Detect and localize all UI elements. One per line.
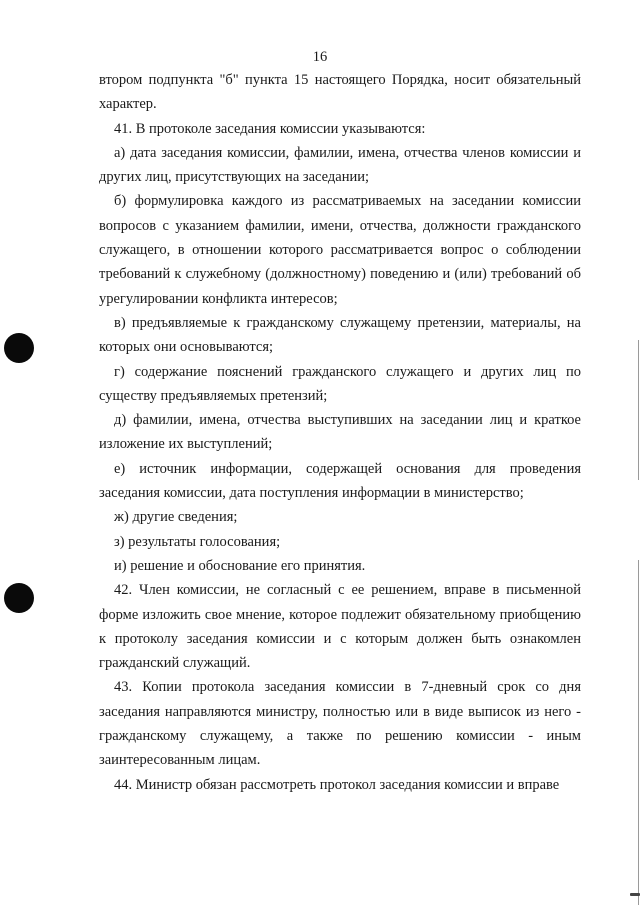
page-number: 16 xyxy=(312,49,328,65)
document-body xyxy=(99,68,581,797)
paragraph: 44. Министр обязан рассмотреть протокол заседания комиссии и вправе xyxy=(114,776,560,793)
paragraph: втором подпункта "б" пункта 15 настоящего Порядка, носит обязательный характер. xyxy=(99,72,581,113)
paragraph: з) результаты голосования; xyxy=(114,533,281,550)
paragraph: а) дата заседания комиссии, фамилии, имена, отчества членов комиссии и других лиц, присутствующих на заседании; xyxy=(99,144,581,186)
punch-hole-top xyxy=(4,333,34,363)
paragraph: ж) другие сведения; xyxy=(114,509,238,526)
scan-artifact xyxy=(630,893,640,896)
scan-edge-line xyxy=(638,340,639,480)
paragraph: е) источник информации, содержащей основания для проведения заседания комиссии, дата поступления информации в министерство; xyxy=(99,460,581,502)
scan-edge-line xyxy=(638,560,639,905)
punch-hole-bottom xyxy=(4,583,34,613)
paragraph: г) содержание пояснений гражданского служащего и других лиц по существу предъявляемых претензий; xyxy=(99,363,581,404)
paragraph: 43. Копии протокола заседания комиссии в 7-дневный срок со дня заседания направляются министру, полностью или в виде выписок из него - гражданскому служащему, а также по решению комиссии - иным заинтересованным лицам. xyxy=(99,679,581,769)
paragraph: д) фамилии, имена, отчества выступивших на заседании лиц и краткое изложение их выступлений; xyxy=(99,412,581,453)
paragraph: 41. В протоколе заседания комиссии указываются: xyxy=(114,120,426,137)
paragraph: и) решение и обоснование его принятия. xyxy=(114,557,366,574)
paragraph: 42. Член комиссии, не согласный с ее решением, вправе в письменной форме изложить свое мнение, которое подлежит обязательному приобщению к протоколу заседания комиссии и с которым должен быть ознакомлен гражданский служащий. xyxy=(99,582,581,672)
paragraph: в) предъявляемые к гражданскому служащему претензии, материалы, на которых они основываются; xyxy=(99,314,581,356)
paragraph: б) формулировка каждого из рассматриваемых на заседании комиссии вопросов с указанием фамилии, имени, отчества, должности гражданского служащего, в отношении которого рассматривается вопрос о соблюдении требований к служебному (должностному) поведению и (или) требований об урегулировании конфликта интересов; xyxy=(99,193,581,307)
